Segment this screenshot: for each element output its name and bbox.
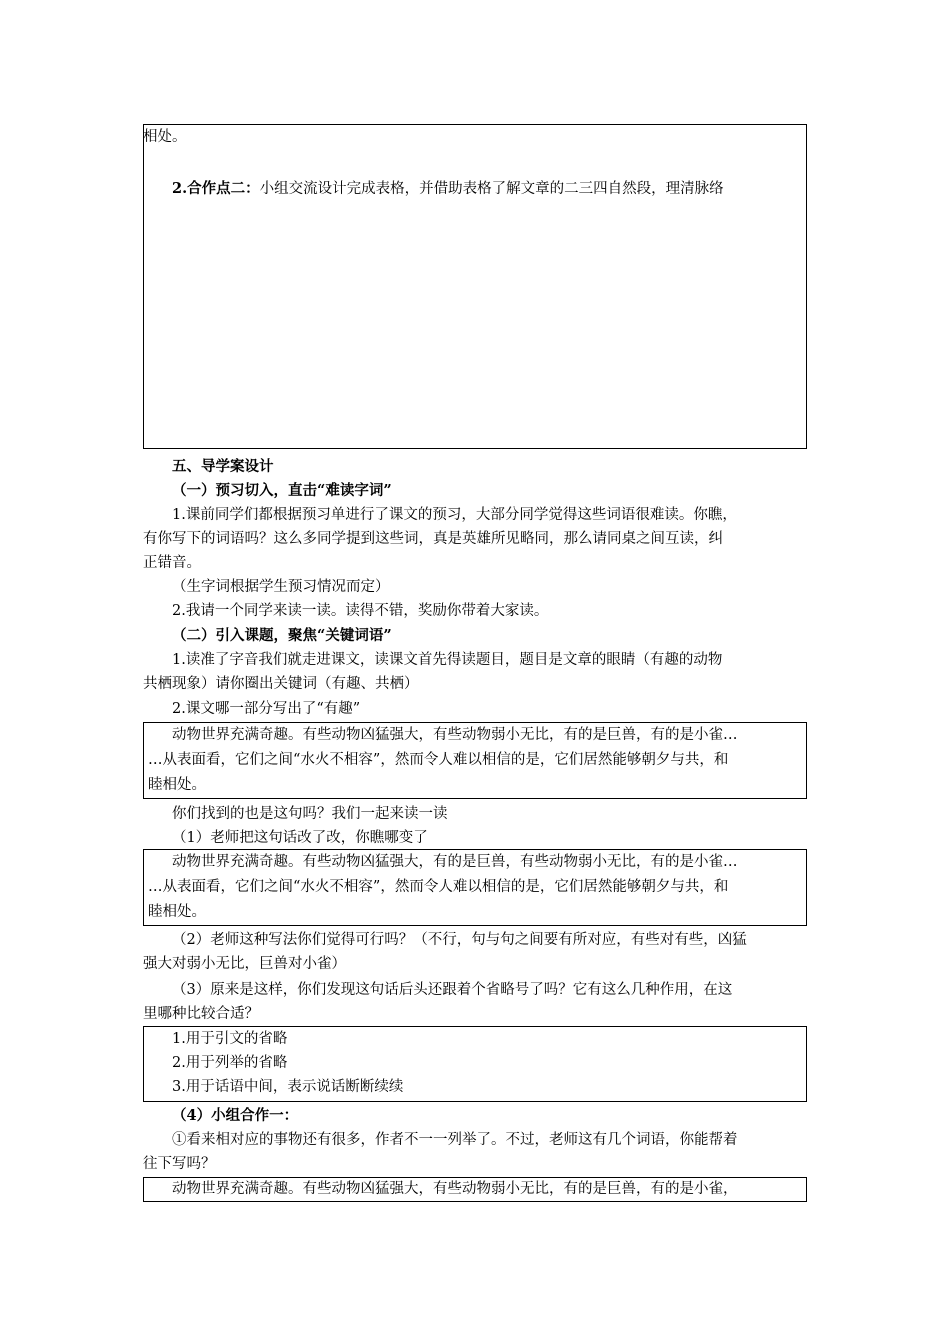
question-2-cont: 强大对弱小无比，巨兽对小雀）	[143, 956, 346, 972]
paragraph: 共栖现象）请你圈出关键词（有趣、共栖）	[143, 676, 419, 692]
section-heading: 五、导学案设计	[172, 458, 274, 475]
question-2: （2）老师这种写法你们觉得可行吗？（不行，句与句之间要有所对应，有些对有些，凶猛	[172, 932, 747, 948]
paragraph: 正错音。	[143, 555, 201, 571]
quote-line: 睦相处。	[148, 777, 206, 793]
subsection-heading-2: （二）引入课题，聚焦“关键词语”	[172, 627, 392, 644]
quote-line: …从表面看，它们之间“水火不相容”，然而令人难以相信的是，它们居然能够朝夕与共，和	[148, 879, 729, 895]
paragraph: 1.读准了字音我们就走进课文，读课文首先得读题目，题目是文章的眼睛（有趣的动物	[172, 652, 723, 668]
quote-line: 动物世界充满奇趣。有些动物凶猛强大，有些动物弱小无比，有的是巨兽，有的是小雀，	[172, 1181, 738, 1197]
top-table-cell	[143, 124, 807, 449]
question-1: （1）老师把这句话改了改，你瞧哪变了	[172, 830, 428, 846]
paragraph: ①看来相对应的事物还有很多，作者不一一列举了。不过，老师这有几个词语，你能帮着	[172, 1132, 738, 1148]
subsection-heading-1: （一）预习切入，直击“难读字词”	[172, 482, 392, 499]
paragraph: 1.课前同学们都根据预习单进行了课文的预习，大部分同学觉得这些词语很难读。你瞧，	[172, 507, 737, 523]
text-line: 相处。	[143, 129, 187, 145]
option-item: 3.用于话语中间，表示说话断断续续	[172, 1079, 404, 1095]
question-3-cont: 里哪种比较合适？	[143, 1006, 259, 1022]
quote-line: 动物世界充满奇趣。有些动物凶猛强大，有些动物弱小无比，有的是巨兽，有的是小雀…	[172, 727, 738, 743]
point-label: 2.合作点二：	[172, 180, 260, 197]
question-3: （3）原来是这样，你们发现这句话后头还跟着个省略号了吗？它有这么几种作用，在这	[172, 982, 733, 998]
paragraph: 2.我请一个同学来读一读。读得不错，奖励你带着大家读。	[172, 603, 549, 619]
quote-line: 睦相处。	[148, 904, 206, 920]
point-text: 小组交流设计完成表格，并借助表格了解文章的二三四自然段，理清脉络	[259, 181, 724, 197]
note: （生字词根据学生预习情况而定）	[172, 579, 390, 595]
quote-line: 动物世界充满奇趣。有些动物凶猛强大，有的是巨兽，有些动物弱小无比，有的是小雀…	[172, 854, 738, 870]
quote-line: …从表面看，它们之间“水火不相容”，然而令人难以相信的是，它们居然能够朝夕与共，和	[148, 752, 729, 768]
group-task-heading: （4）小组合作一：	[172, 1107, 299, 1124]
paragraph: 有你写下的词语吗？这么多同学提到这些词，真是英雄所见略同，那么请同桌之间互读，纠	[143, 531, 723, 547]
option-item: 1.用于引文的省略	[172, 1031, 288, 1047]
paragraph: 你们找到的也是这句吗？我们一起来读一读	[172, 806, 448, 822]
option-item: 2.用于列举的省略	[172, 1055, 288, 1071]
paragraph: 2.课文哪一部分写出了“有趣”	[172, 701, 361, 717]
cooperation-point-2	[143, 179, 836, 199]
paragraph: 往下写吗？	[143, 1156, 216, 1172]
